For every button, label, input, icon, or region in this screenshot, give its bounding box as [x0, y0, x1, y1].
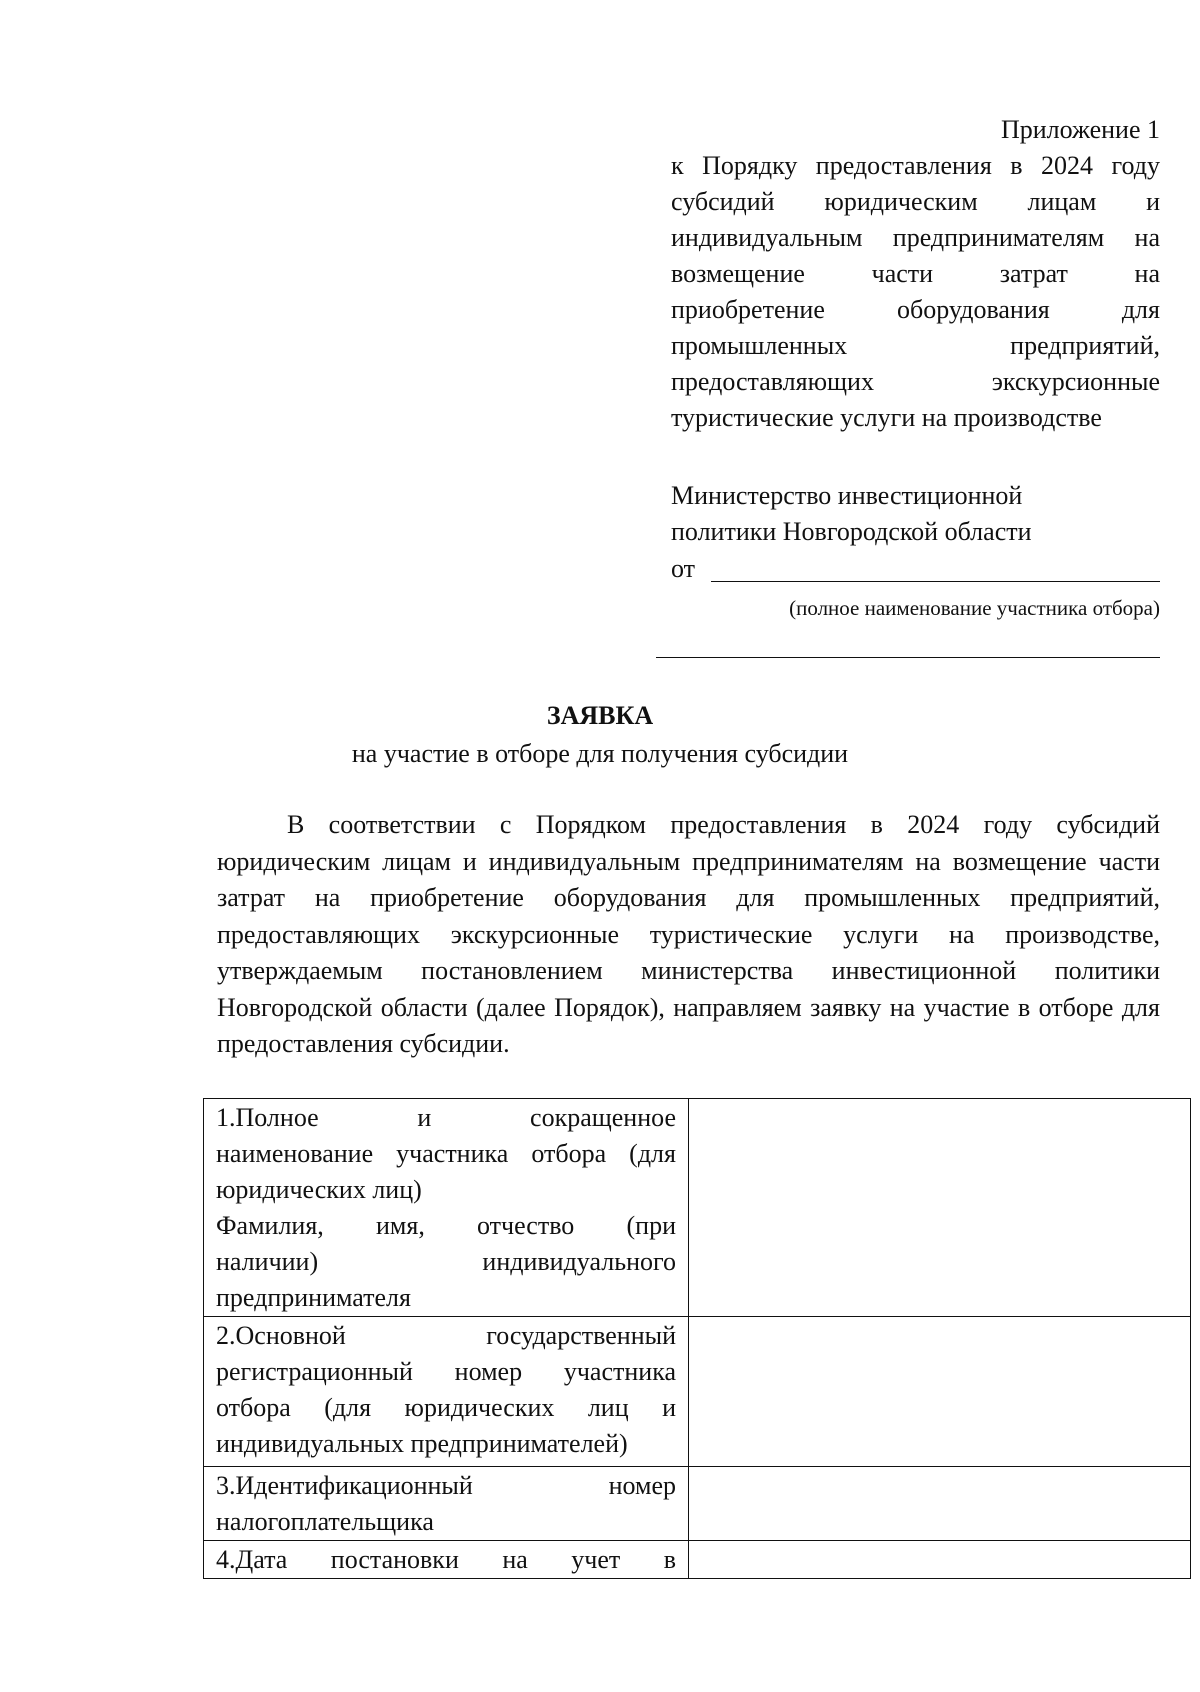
- cell-text-line: индивидуальных предпринимателей): [216, 1429, 628, 1458]
- table-label-cell: [204, 1467, 689, 1541]
- appendix-header: [671, 112, 1160, 436]
- appendix-line: промышленных предприятий,: [671, 331, 1160, 360]
- appendix-line: возмещение части затрат на: [671, 259, 1160, 288]
- appendix-line: к Порядку предоставления в 2024 году: [671, 151, 1160, 180]
- application-table: [203, 1098, 1191, 1579]
- cell-text-line: юридических лиц): [216, 1175, 422, 1204]
- cell-text-line: 3.Идентификационный номер: [216, 1471, 676, 1500]
- cell-text-line: налогоплательщика: [216, 1507, 434, 1536]
- appendix-line: субсидий юридическим лицам и: [671, 187, 1160, 216]
- table-value-cell[interactable]: [689, 1541, 1191, 1579]
- from-blank-line-second[interactable]: [656, 657, 1160, 658]
- body-paragraph: В соответствии с Порядком предоставления в 2024 году субсидий юридическим лицам и индивидуальным предпринимателям на возмещение части затрат на приобретение оборудования для промышленных предприятий, предоставляющих экскурсионные туристические услуги на производстве, утверждаемым постановлением министерства инвестиционной политики Новгородской области (далее Порядок), направляем заявку на участие в отборе для предоставления субсидии.: [217, 810, 1160, 1058]
- from-hint: (полное наименование участника отбора): [789, 596, 1160, 620]
- cell-text-line: наличии) индивидуального: [216, 1247, 676, 1276]
- table-row: [204, 1099, 1191, 1317]
- table-label-cell: [204, 1099, 689, 1317]
- cell-text-line: 1.Полное и сокращенное: [216, 1103, 676, 1132]
- appendix-reference: [671, 148, 1160, 436]
- document-subtitle: на участие в отборе для получения субсидии: [351, 739, 849, 768]
- cell-text-line: наименование участника отбора (для: [216, 1139, 676, 1168]
- table-label-cell: [204, 1541, 689, 1579]
- cell-text-line: регистрационный номер участника: [216, 1357, 676, 1386]
- document-title: ЗАЯВКА: [546, 701, 654, 730]
- appendix-line: индивидуальным предпринимателям на: [671, 223, 1160, 252]
- table-value-cell[interactable]: [689, 1317, 1191, 1467]
- cell-text-line: предпринимателя: [216, 1283, 411, 1312]
- from-field: [671, 551, 1160, 587]
- from-blank-line[interactable]: [711, 581, 1160, 582]
- appendix-line: туристические услуги на производстве: [671, 403, 1102, 432]
- table-value-cell[interactable]: [689, 1099, 1191, 1317]
- addressee-block: [671, 478, 1160, 550]
- addressee-line: Министерство инвестиционной: [671, 481, 1023, 510]
- table-label-cell: [204, 1317, 689, 1467]
- table-row: [204, 1317, 1191, 1467]
- table-row: [204, 1467, 1191, 1541]
- cell-text-line: отбора (для юридических лиц и: [216, 1393, 676, 1422]
- table-value-cell[interactable]: [689, 1467, 1191, 1541]
- cell-text-line: 2.Основной государственный: [216, 1321, 676, 1350]
- appendix-line: предоставляющих экскурсионные: [671, 367, 1160, 396]
- appendix-line: приобретение оборудования для: [671, 295, 1160, 324]
- appendix-title: Приложение 1: [1000, 115, 1160, 144]
- addressee-line: политики Новгородской области: [671, 517, 1032, 546]
- from-label: от: [671, 554, 696, 583]
- table-row: [204, 1541, 1191, 1579]
- cell-text-line: Фамилия, имя, отчество (при: [216, 1211, 676, 1240]
- cell-text-line: 4.Дата постановки на учет в: [216, 1545, 676, 1574]
